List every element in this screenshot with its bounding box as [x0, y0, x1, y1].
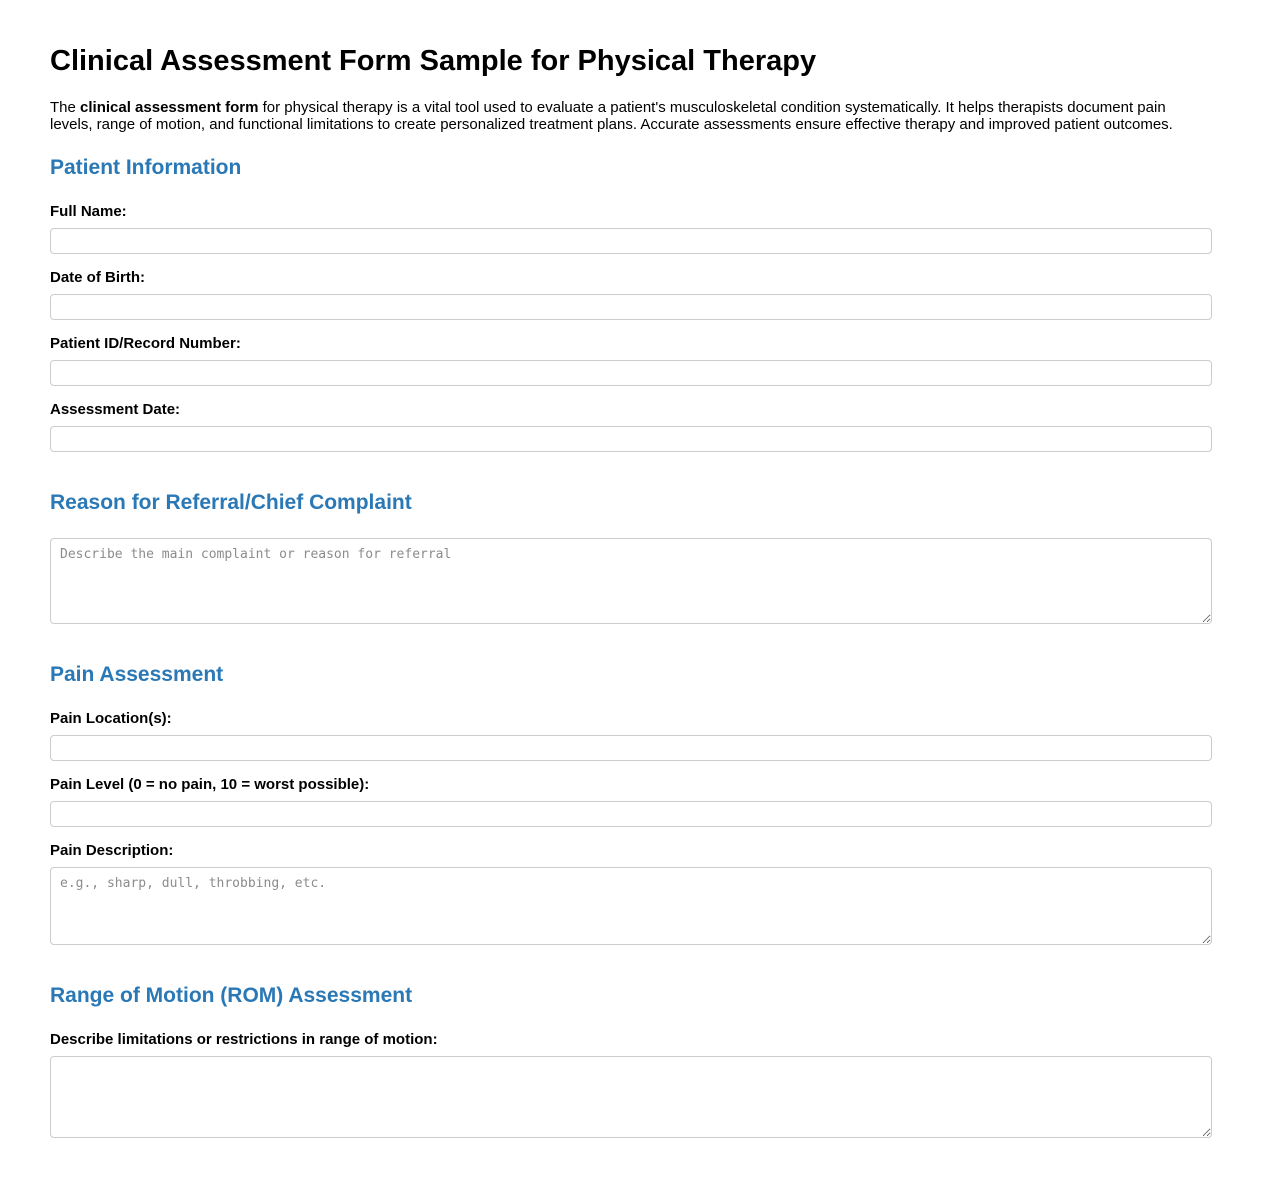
chief-complaint-textarea[interactable] — [50, 538, 1212, 624]
pain-location-label: Pain Location(s): — [50, 710, 172, 728]
intro-text-rest: for physical therapy is a vital tool used to evaluate a patient's musculoskeletal condition systematically. It helps therapists document pain levels, range of motion, and functional limitations to create personalized treatment plans. Accurate assessments ensure effective therapy and improved patient outcomes. — [50, 98, 1173, 133]
patient-id-label: Patient ID/Record Number: — [50, 334, 241, 352]
patient-id-input[interactable] — [50, 360, 1212, 386]
intro-text-prefix: The — [50, 98, 81, 116]
date-of-birth-input[interactable] — [50, 294, 1212, 320]
assessment-date-input[interactable] — [50, 426, 1212, 452]
rom-assessment-heading: Range of Motion (ROM) Assessment — [50, 984, 413, 1008]
reason-for-referral-heading: Reason for Referral/Chief Complaint — [50, 490, 412, 514]
pain-assessment-heading: Pain Assessment — [50, 662, 224, 686]
intro-text-bold: clinical assessment form — [80, 98, 259, 116]
date-of-birth-label: Date of Birth: — [50, 268, 145, 286]
full-name-label: Full Name: — [50, 202, 127, 220]
pain-description-textarea[interactable] — [50, 867, 1212, 945]
patient-information-heading: Patient Information — [50, 155, 242, 179]
pain-location-input[interactable] — [50, 735, 1212, 761]
rom-limitations-label: Describe limitations or restrictions in range of motion: — [50, 1031, 438, 1049]
pain-level-label: Pain Level (0 = no pain, 10 = worst possible): — [50, 776, 370, 794]
assessment-date-label: Assessment Date: — [50, 400, 181, 418]
pain-description-label: Pain Description: — [50, 842, 174, 860]
rom-limitations-textarea[interactable] — [50, 1056, 1212, 1138]
intro-paragraph — [50, 99, 1212, 133]
page-title: Clinical Assessment Form Sample for Physical Therapy — [50, 45, 817, 77]
full-name-input[interactable] — [50, 228, 1212, 254]
pain-level-input[interactable] — [50, 801, 1212, 827]
